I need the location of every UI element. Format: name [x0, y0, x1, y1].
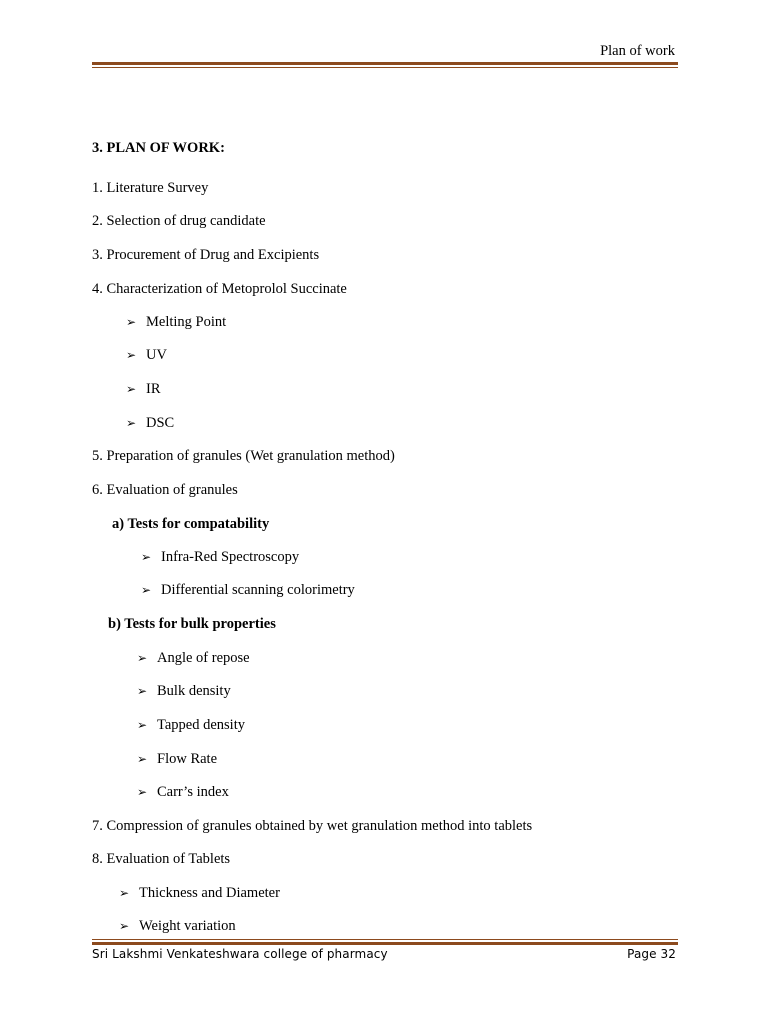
section-heading: 3. PLAN OF WORK:	[92, 140, 225, 156]
footer-page-number: Page 32	[627, 947, 676, 961]
subheading-compatability: a) Tests for compatability	[112, 516, 270, 532]
item-4: 4. Characterization of Metoprolol Succinate	[92, 281, 347, 297]
arrow-bullet-icon: ➢	[137, 752, 148, 766]
list-item: ➢ IR	[126, 381, 161, 397]
arrow-bullet-icon: ➢	[119, 919, 130, 933]
item-3: 3. Procurement of Drug and Excipients	[92, 247, 320, 263]
list-item: ➢ Tapped density	[137, 717, 245, 733]
list-item: ➢ Angle of repose	[137, 650, 250, 666]
header-rule-thick	[92, 62, 678, 65]
item-7: 7. Compression of granules obtained by wet granulation method into tablets	[92, 818, 533, 834]
arrow-bullet-icon: ➢	[126, 416, 137, 430]
item-5: 5. Preparation of granules (Wet granulation method)	[92, 448, 395, 464]
arrow-bullet-icon: ➢	[119, 886, 130, 900]
footer-college-name: Sri Lakshmi Venkateshwara college of pharmacy	[92, 947, 388, 961]
list-item: ➢ Differential scanning colorimetry	[141, 582, 355, 598]
arrow-bullet-icon: ➢	[126, 348, 137, 362]
list-item: ➢ Bulk density	[137, 683, 231, 699]
arrow-bullet-icon: ➢	[126, 382, 137, 396]
footer-rule-thin	[92, 939, 678, 940]
arrow-bullet-icon: ➢	[126, 315, 137, 329]
list-item: ➢ Carr’s index	[137, 784, 229, 800]
page-header-title: Plan of work	[600, 43, 675, 59]
item-2: 2. Selection of drug candidate	[92, 213, 266, 229]
list-item: ➢ Melting Point	[126, 314, 227, 330]
item-8: 8. Evaluation of Tablets	[92, 851, 231, 867]
arrow-bullet-icon: ➢	[141, 550, 152, 564]
header-rule-thin	[92, 67, 678, 68]
list-item: ➢ UV	[126, 347, 167, 363]
arrow-bullet-icon: ➢	[137, 684, 148, 698]
arrow-bullet-icon: ➢	[141, 583, 152, 597]
item-6: 6. Evaluation of granules	[92, 482, 238, 498]
arrow-bullet-icon: ➢	[137, 785, 148, 799]
list-item: ➢ Weight variation	[119, 918, 236, 934]
list-item: ➢ Flow Rate	[137, 751, 218, 767]
list-item: ➢ Thickness and Diameter	[119, 885, 280, 901]
footer-rule-thick	[92, 942, 678, 945]
item-1: 1. Literature Survey	[92, 180, 209, 196]
list-item: ➢ DSC	[126, 415, 175, 431]
arrow-bullet-icon: ➢	[137, 651, 148, 665]
arrow-bullet-icon: ➢	[137, 718, 148, 732]
list-item: ➢ Infra-Red Spectroscopy	[141, 549, 300, 565]
subheading-bulk-properties: b) Tests for bulk properties	[108, 616, 276, 632]
